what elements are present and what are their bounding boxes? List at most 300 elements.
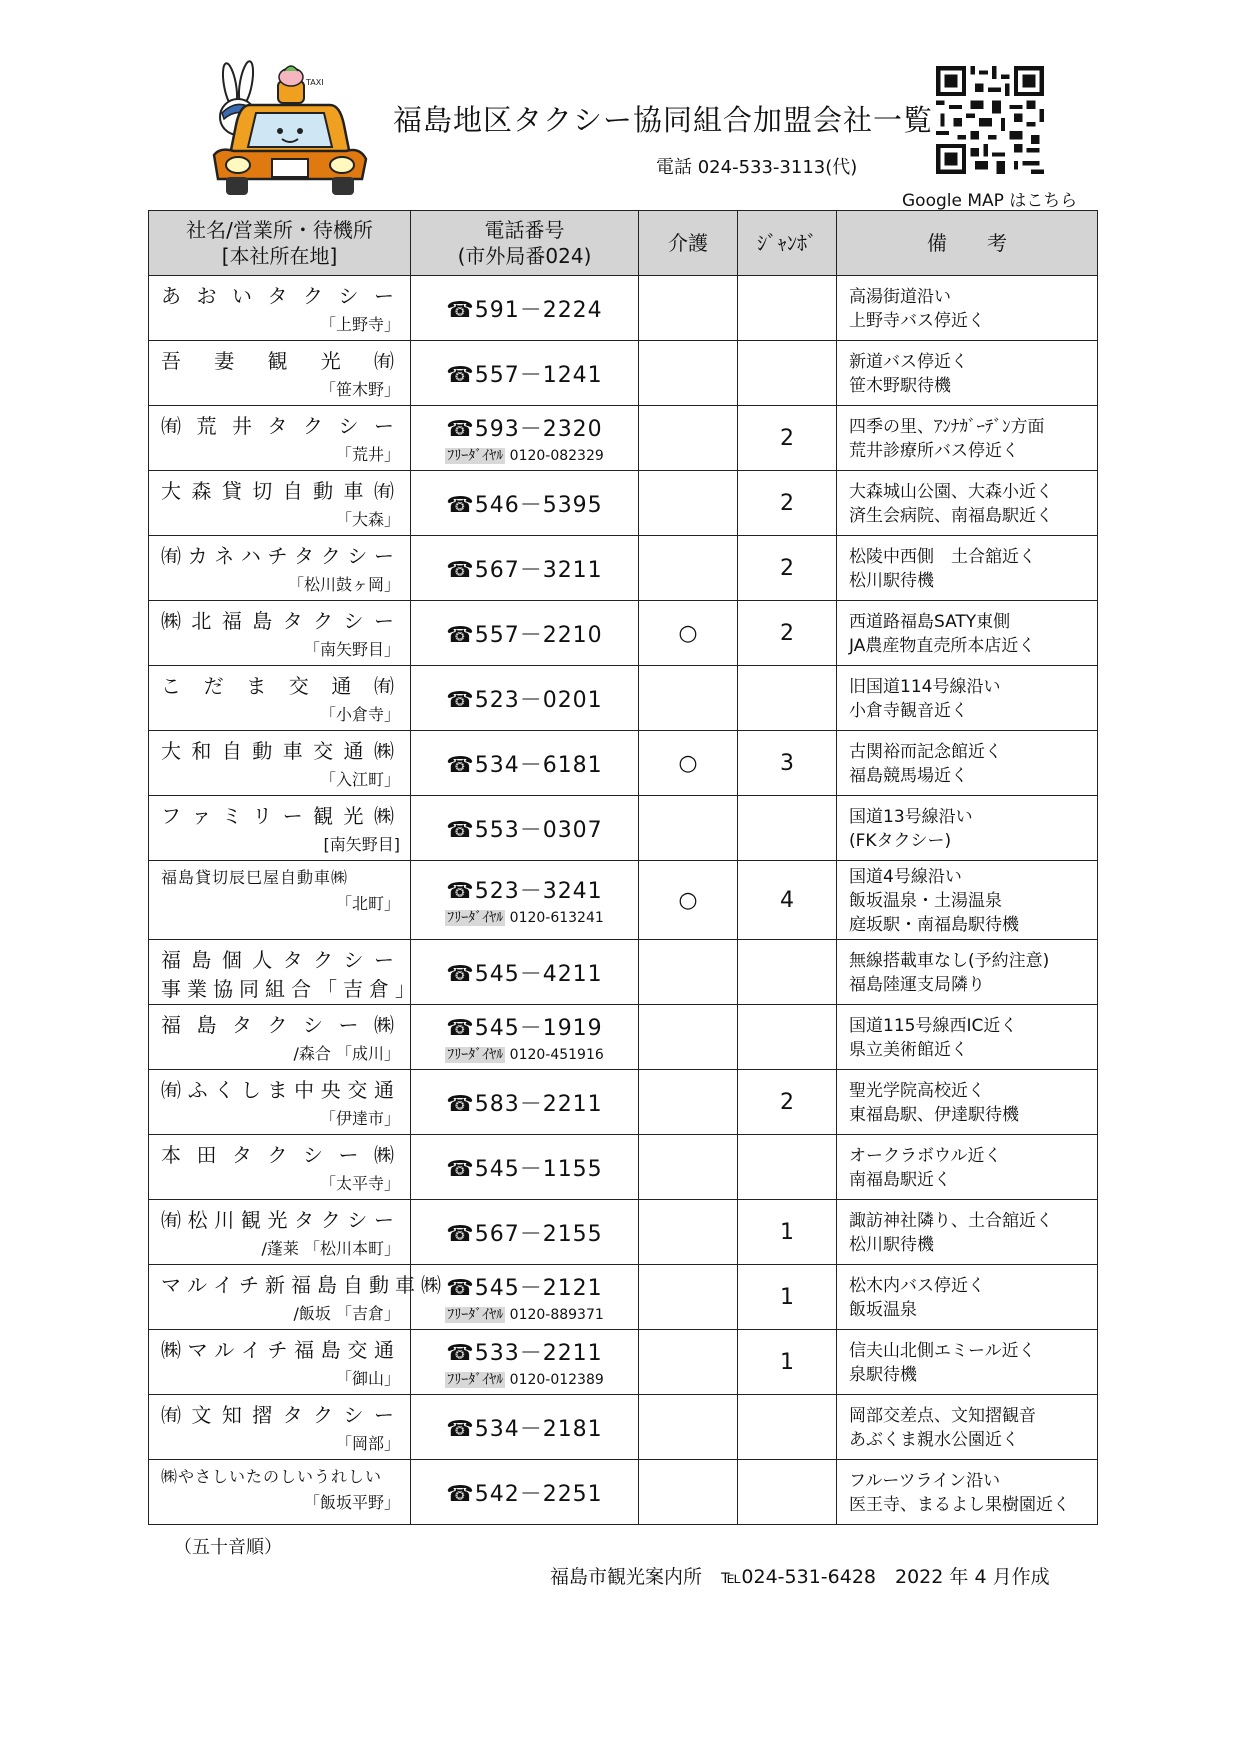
note-line: 松木内バス停近く xyxy=(849,1276,985,1296)
note-line: 高湯街道沿い xyxy=(849,287,951,307)
jumbo-count: 2 xyxy=(738,601,837,666)
care-mark xyxy=(639,341,738,406)
company-name-char: ㈱ xyxy=(373,804,400,828)
phone-cell xyxy=(411,1200,639,1265)
note-line: 岡部交差点、文知摺観音 xyxy=(849,1406,1036,1426)
care-mark xyxy=(639,1395,738,1460)
notes-cell xyxy=(837,1395,1098,1460)
note-line: あぶくま親水公園近く xyxy=(849,1430,1019,1450)
table-row xyxy=(149,601,1098,666)
company-name-char: ま xyxy=(267,1078,294,1102)
company-name-char: ㈱ xyxy=(374,1013,400,1037)
company-name-cell xyxy=(149,1005,411,1070)
company-location: 「伊達市」 xyxy=(319,1109,400,1128)
care-mark xyxy=(639,1005,738,1070)
company-name-char: 観 xyxy=(313,804,340,828)
note-line: 大森城山公園、大森小近く xyxy=(849,482,1053,502)
company-name-char: 新 xyxy=(265,1273,291,1297)
company-name-char: ー xyxy=(374,414,400,438)
note-line: 旧国道114号線沿い xyxy=(849,677,1001,697)
table-row xyxy=(149,1070,1098,1135)
note-line: 四季の里、ｱﾝﾅｶﾞｰﾃﾞﾝ方面 xyxy=(849,417,1045,437)
phone-cell xyxy=(411,940,639,1005)
company-name-char: お xyxy=(196,284,223,308)
care-mark xyxy=(639,666,738,731)
company-location: /飯坂 「吉倉」 xyxy=(293,1304,400,1323)
company-name-char: 荒 xyxy=(196,414,223,438)
company-name-char: 交 xyxy=(347,1338,374,1362)
company-name-char: ク xyxy=(267,1013,294,1037)
free-dial-number[interactable]: 0120-889371 xyxy=(509,1306,604,1323)
company-name xyxy=(161,1139,400,1168)
company-name-char: ル xyxy=(214,1338,241,1362)
phone-number[interactable]: ☎545－4211 xyxy=(446,961,603,987)
jumbo-count: 3 xyxy=(738,731,837,796)
company-name-cell xyxy=(149,1265,447,1330)
company-name-char: フ xyxy=(161,804,187,828)
company-location: 「御山」 xyxy=(335,1369,400,1388)
company-name-char: 通 xyxy=(331,674,358,698)
company-name-char: 事 xyxy=(161,977,187,1001)
company-name-char: シ xyxy=(347,1208,374,1232)
notes-cell xyxy=(837,861,1098,940)
note-line: 松川駅待機 xyxy=(849,1235,934,1255)
phone-cell xyxy=(411,406,639,471)
jumbo-count xyxy=(738,1135,837,1200)
table-row xyxy=(149,940,1098,1005)
phone-number[interactable]: ☎593－2320 xyxy=(446,416,603,442)
notes-cell xyxy=(837,940,1098,1005)
free-dial-label: ﾌﾘｰﾀﾞｲﾔﾙ xyxy=(447,909,504,926)
jumbo-count xyxy=(738,1005,837,1070)
company-name-char: 島 xyxy=(252,609,279,633)
note-line: 上野寺バス停近く xyxy=(849,311,985,331)
table-row xyxy=(149,341,1098,406)
company-name-char: チ xyxy=(267,544,294,568)
company-name-char: チ xyxy=(267,1338,294,1362)
company-name-char: タ xyxy=(282,948,309,972)
company-name-char: 人 xyxy=(252,948,279,972)
taxi-badge: TAXI xyxy=(306,78,324,87)
phone-cell xyxy=(411,861,639,940)
header-company-line1: 社名/営業所・待機所 xyxy=(186,218,373,242)
note-line: 済生会病院、南福島駅近く xyxy=(849,506,1053,526)
header-phone-line2: (市外局番024) xyxy=(457,244,592,268)
free-dial-number[interactable]: 0120-082329 xyxy=(509,447,604,464)
company-name-char: イ xyxy=(213,1273,239,1297)
company-location: 「南矢野目」 xyxy=(303,640,400,659)
company-name-char: ク xyxy=(313,948,340,972)
table-body xyxy=(149,276,1098,1525)
company-name-char: 自 xyxy=(221,739,248,763)
care-mark xyxy=(639,796,738,861)
phone-number[interactable]: ☎567－2155 xyxy=(446,1221,603,1247)
table-row xyxy=(149,1005,1098,1070)
notes-cell xyxy=(837,796,1098,861)
company-name-char: 文 xyxy=(191,1403,218,1427)
jumbo-count: 4 xyxy=(738,861,837,940)
jumbo-count: 1 xyxy=(738,1200,837,1265)
notes-cell xyxy=(837,276,1098,341)
company-name-char: タ xyxy=(282,1403,309,1427)
company-name-char: 「吉 xyxy=(317,977,369,1001)
company-name-char: 自 xyxy=(343,1273,369,1297)
free-dial xyxy=(411,1304,638,1324)
note-line: 医王寺、まるよし果樹園近く xyxy=(849,1495,1070,1515)
company-name-char: シ xyxy=(303,1143,329,1167)
company-name-cell xyxy=(149,601,411,666)
phone-cell xyxy=(411,536,639,601)
care-mark xyxy=(639,276,738,341)
phone-number[interactable]: ☎534－6181 xyxy=(446,752,603,778)
qr-caption: Google MAP はこちら xyxy=(902,191,1078,211)
company-name-char: 光 xyxy=(343,804,370,828)
company-name-char: タ xyxy=(294,1208,321,1232)
company-name xyxy=(161,973,421,1002)
phone-number[interactable]: ☎567－3211 xyxy=(446,557,603,583)
company-name-char: シ xyxy=(338,414,365,438)
company-name-cell xyxy=(149,536,411,601)
notes-cell xyxy=(837,536,1098,601)
company-name-cell xyxy=(149,796,411,861)
company-name-char: ー xyxy=(338,1013,365,1037)
note-line: 諏訪神社隣り、土合舘近く xyxy=(849,1211,1053,1231)
free-dial-number[interactable]: 0120-451916 xyxy=(509,1046,604,1063)
note-line: 泉駅待機 xyxy=(849,1365,917,1385)
company-name-char: 大 xyxy=(161,739,187,763)
company-name-char: ク xyxy=(320,544,347,568)
company-name-char: 車 xyxy=(282,739,309,763)
jumbo-count xyxy=(738,341,837,406)
company-name-char: 福 xyxy=(294,1338,321,1362)
phone-number[interactable]: ☎583－2211 xyxy=(446,1091,603,1117)
company-name-char: タ xyxy=(267,414,294,438)
jumbo-count: 2 xyxy=(738,536,837,601)
company-name-char: ㈲ xyxy=(161,1208,187,1232)
jumbo-count xyxy=(738,1460,837,1525)
table-row xyxy=(149,1460,1098,1525)
jumbo-count xyxy=(738,940,837,1005)
company-name-char: 本 xyxy=(161,1143,187,1167)
company-name-char: チ xyxy=(239,1273,265,1297)
note-line: 小倉寺観音近く xyxy=(849,701,968,721)
notes-cell xyxy=(837,471,1098,536)
jumbo-count: 1 xyxy=(738,1330,837,1395)
free-dial-label: ﾌﾘｰﾀﾞｲﾔﾙ xyxy=(447,1371,504,1388)
company-name-char: 摺 xyxy=(252,1403,279,1427)
company-name-char: 大 xyxy=(161,479,187,503)
company-name-cell xyxy=(149,341,411,406)
company-name-char: タ xyxy=(282,609,309,633)
phone-number[interactable]: ☎546－5395 xyxy=(446,492,603,518)
company-name-cell xyxy=(149,1070,411,1135)
company-name-char: マ xyxy=(161,1273,187,1297)
phone-cell xyxy=(411,1005,639,1070)
company-name-char: ク xyxy=(320,1208,347,1232)
jumbo-count: 2 xyxy=(738,1070,837,1135)
jumbo-count: 1 xyxy=(738,1265,837,1330)
notes-cell xyxy=(837,406,1098,471)
jumbo-count: 2 xyxy=(738,471,837,536)
table-row xyxy=(149,731,1098,796)
company-name-char: 協 xyxy=(213,977,239,1001)
notes-cell xyxy=(837,1135,1098,1200)
company-name-char: タ xyxy=(294,544,321,568)
phone-number[interactable]: ☎553－0307 xyxy=(446,817,603,843)
care-mark xyxy=(639,536,738,601)
main-phone-number: 電話 024-533-3113(代) xyxy=(656,157,858,178)
jumbo-count: 2 xyxy=(738,406,837,471)
company-location: 「小倉寺」 xyxy=(319,705,400,724)
free-dial xyxy=(411,445,638,465)
care-mark: ○ xyxy=(639,731,738,796)
care-mark xyxy=(639,1460,738,1525)
company-name-char: ㈱ xyxy=(421,1273,447,1297)
phone-cell xyxy=(411,341,639,406)
company-name-char: 観 xyxy=(267,349,294,373)
company-name-char: 合 xyxy=(291,977,317,1001)
note-line: 無線搭載車なし(予約注意) xyxy=(849,951,1050,971)
company-name-char: 福 xyxy=(291,1273,317,1297)
company-name-char: 島 xyxy=(196,1013,223,1037)
table-row xyxy=(149,536,1098,601)
phone-number[interactable]: ☎545－1155 xyxy=(446,1156,603,1182)
company-name-char: ふ xyxy=(187,1078,214,1102)
company-name xyxy=(161,670,400,699)
note-line: 信夫山北側エミール近く xyxy=(849,1341,1036,1361)
company-location: 「荒井」 xyxy=(335,445,400,464)
header-phone-line1: 電話番号 xyxy=(484,218,565,242)
phone-number[interactable]: ☎545－1919 xyxy=(446,1015,603,1041)
phone-cell xyxy=(411,601,639,666)
company-name-char: シ xyxy=(343,609,370,633)
company-name xyxy=(161,1074,400,1103)
company-name xyxy=(161,1269,447,1298)
company-name-char: こ xyxy=(161,674,187,698)
note-line: 古関裕而記念館近く xyxy=(849,742,1002,762)
company-name-cell xyxy=(149,861,411,940)
company-name-char: 切 xyxy=(252,479,279,503)
company-name-char: ー xyxy=(338,1143,365,1167)
phone-number[interactable]: ☎557－2210 xyxy=(446,622,603,648)
company-name-char: ㈲ xyxy=(373,479,400,503)
care-mark xyxy=(639,1265,738,1330)
company-name-char: ー xyxy=(282,804,309,828)
notes-cell xyxy=(837,731,1098,796)
jumbo-count xyxy=(738,796,837,861)
phone-cell xyxy=(411,276,639,341)
company-name-cell xyxy=(149,731,411,796)
company-name-char: ク xyxy=(303,414,329,438)
company-name-char: し xyxy=(240,1078,267,1102)
phone-cell xyxy=(411,666,639,731)
company-name-char: ネ xyxy=(214,544,241,568)
company-location: /蓬莱 「松川本町」 xyxy=(261,1239,400,1258)
company-name-cell xyxy=(149,276,411,341)
notes-cell xyxy=(837,1070,1098,1135)
company-name-char: ー xyxy=(373,948,400,972)
company-name-cell xyxy=(149,666,411,731)
table-row xyxy=(149,861,1098,940)
company-name-char: シ xyxy=(303,1013,329,1037)
free-dial-number[interactable]: 0120-613241 xyxy=(509,909,604,926)
company-name-char: 中 xyxy=(294,1078,321,1102)
phone-cell xyxy=(411,1135,639,1200)
phone-number[interactable]: ☎533－2211 xyxy=(446,1340,603,1366)
header-phone xyxy=(411,211,639,276)
care-mark xyxy=(639,940,738,1005)
company-name-char: 福島貸切辰巳屋自動車㈱ xyxy=(161,868,349,887)
note-line: 国道115号線西IC近く xyxy=(849,1016,1018,1036)
company-name xyxy=(161,944,400,973)
footer-credit: 福島市観光案内所 ℡024-531-6428 2022 年 4 月作成 xyxy=(550,1566,1050,1588)
jumbo-count xyxy=(738,276,837,341)
page-title: 福島地区タクシー協同組合加盟会社一覧 xyxy=(393,103,934,137)
company-name-char: タ xyxy=(232,1143,258,1167)
table-header-row xyxy=(149,211,1098,276)
note-line: 新道バス停近く xyxy=(849,352,968,372)
care-mark xyxy=(639,1200,738,1265)
company-name-char: 央 xyxy=(320,1078,347,1102)
company-name-char: ㈲ xyxy=(161,1078,187,1102)
note-line: 県立美術館近く xyxy=(849,1040,968,1060)
qr-code xyxy=(936,66,1044,174)
company-name-char: 森 xyxy=(191,479,218,503)
care-mark xyxy=(639,1330,738,1395)
notes-cell xyxy=(837,1005,1098,1070)
phone-number[interactable]: ☎534－2181 xyxy=(446,1416,603,1442)
table-row xyxy=(149,1330,1098,1395)
free-dial xyxy=(411,907,638,927)
taxi-mascot-illustration xyxy=(200,55,370,205)
table-row xyxy=(149,1200,1098,1265)
free-dial-number[interactable]: 0120-012389 xyxy=(509,1371,604,1388)
company-name-char: ㈱ xyxy=(374,1143,400,1167)
notes-cell xyxy=(837,1330,1098,1395)
company-name xyxy=(161,735,400,764)
note-line: 国道13号線沿い xyxy=(849,807,973,827)
company-name-char: 妻 xyxy=(214,349,241,373)
company-name-char: 貸 xyxy=(221,479,248,503)
company-name xyxy=(161,540,400,569)
company-name-char: 福 xyxy=(161,948,187,972)
note-line: 荒井診療所バス停近く xyxy=(849,441,1019,461)
free-dial-label: ﾌﾘｰﾀﾞｲﾔﾙ xyxy=(447,1046,504,1063)
note-line: 飯坂温泉 xyxy=(849,1300,917,1320)
company-name xyxy=(161,345,400,374)
company-name-char: 和 xyxy=(191,739,218,763)
order-note: （五十音順） xyxy=(174,1537,282,1558)
company-name-char: い xyxy=(232,284,258,308)
company-name xyxy=(161,605,400,634)
company-name-char: 交 xyxy=(347,1078,374,1102)
note-line: (FKタクシー) xyxy=(849,831,952,851)
free-dial-label: ﾌﾘｰﾀﾞｲﾔﾙ xyxy=(447,1306,504,1323)
header-care: 介護 xyxy=(639,211,738,276)
company-name-char: タ xyxy=(267,284,294,308)
jumbo-count xyxy=(738,1395,837,1460)
company-location: 「笹木野」 xyxy=(319,380,400,399)
company-name-char: ー xyxy=(374,284,400,308)
company-name-char: 通 xyxy=(374,1338,400,1362)
company-name-char: ル xyxy=(187,1273,213,1297)
company-name-cell xyxy=(149,1395,411,1460)
company-name-cell xyxy=(149,471,411,536)
company-name-char: 井 xyxy=(232,414,258,438)
company-name-char: ハ xyxy=(240,544,267,568)
company-name-char: シ xyxy=(347,544,374,568)
header-company xyxy=(149,211,411,276)
company-name-cell xyxy=(149,1460,411,1525)
note-line: 南福島駅近く xyxy=(849,1170,951,1190)
company-name-cell xyxy=(149,940,421,1005)
company-name-char: 通 xyxy=(374,1078,400,1102)
company-name-char: 光 xyxy=(267,1208,294,1232)
company-name-cell xyxy=(149,406,411,471)
phone-number[interactable]: ☎523－3241 xyxy=(446,878,603,904)
phone-number[interactable]: ☎591－2224 xyxy=(446,297,603,323)
company-name-cell xyxy=(149,1200,411,1265)
table-row xyxy=(149,1395,1098,1460)
company-name-char: 倉」 xyxy=(369,977,421,1001)
company-name-char: ー xyxy=(373,1403,400,1427)
company-name-char: 交 xyxy=(313,739,340,763)
phone-number[interactable]: ☎557－1241 xyxy=(446,362,603,388)
notes-cell xyxy=(837,666,1098,731)
company-name-char: ㈲ xyxy=(374,349,400,373)
company-location: 「上野寺」 xyxy=(319,315,400,334)
phone-number[interactable]: ☎523－0201 xyxy=(446,687,603,713)
note-line: 国道4号線沿い xyxy=(849,867,962,887)
company-name-char: 北 xyxy=(191,609,218,633)
table-row xyxy=(149,471,1098,536)
company-location: 「北町」 xyxy=(335,894,400,913)
company-name-char: 島 xyxy=(320,1338,347,1362)
company-name xyxy=(161,865,400,888)
company-name-char: ㈲ xyxy=(161,414,187,438)
note-line: 東福島駅、伊達駅待機 xyxy=(849,1105,1019,1125)
company-location: [南矢野目] xyxy=(323,835,400,854)
company-location: 「太平寺」 xyxy=(319,1174,400,1193)
company-name-char: 通 xyxy=(343,739,370,763)
note-line: 福島競馬場近く xyxy=(849,766,968,786)
phone-cell xyxy=(411,1330,639,1395)
company-name xyxy=(161,1399,400,1428)
company-name-char: 車 xyxy=(395,1273,421,1297)
company-name-char: 田 xyxy=(196,1143,223,1167)
company-name-char: だ xyxy=(203,674,230,698)
note-line: JA農産物直売所本店近く xyxy=(849,636,1036,656)
header-notes: 備 考 xyxy=(837,211,1098,276)
company-name-char: 業 xyxy=(187,977,213,1001)
care-mark: ○ xyxy=(639,601,738,666)
table-row xyxy=(149,276,1098,341)
phone-number[interactable]: ☎545－2121 xyxy=(446,1275,603,1301)
table-row xyxy=(149,1135,1098,1200)
company-name-char: マ xyxy=(187,1338,214,1362)
company-name-char: 観 xyxy=(240,1208,267,1232)
phone-number[interactable]: ☎542－2251 xyxy=(446,1481,603,1507)
company-location: 「大森」 xyxy=(335,510,400,529)
notes-cell xyxy=(837,341,1098,406)
company-name-char: 福 xyxy=(221,609,248,633)
header-company-line2: [本社所在地] xyxy=(221,244,338,268)
notes-cell xyxy=(837,1460,1098,1525)
company-name-char: シ xyxy=(343,1403,370,1427)
company-name xyxy=(161,475,400,504)
note-line: 庭坂駅・南福島駅待機 xyxy=(849,915,1019,935)
company-name-char: ㈱やさしいたのしいうれしい xyxy=(161,1467,383,1486)
